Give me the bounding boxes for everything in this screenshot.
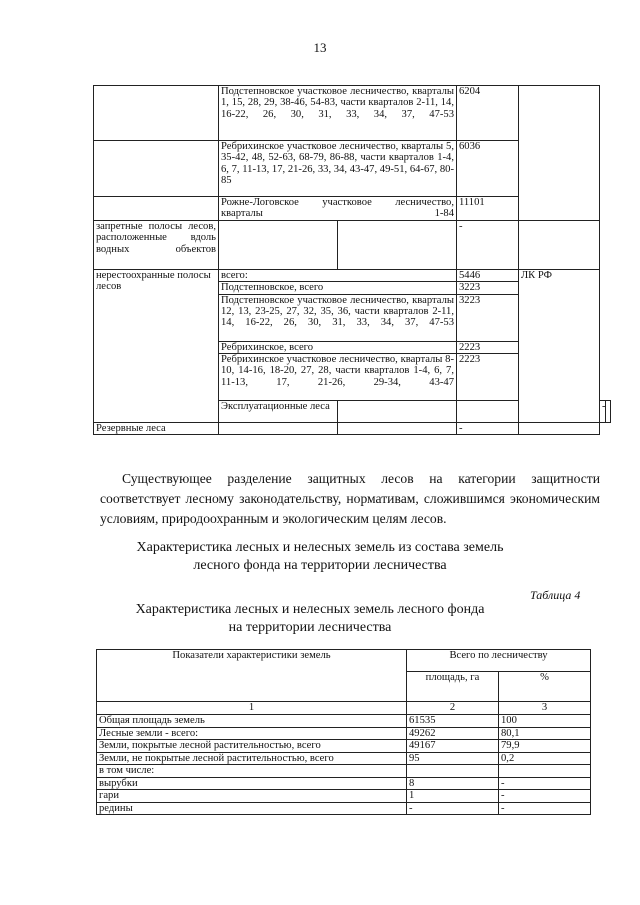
- page-number: 13: [313, 40, 327, 55]
- row-name: Лесные земли - всего:: [97, 727, 407, 740]
- row-name: Общая площадь земель: [97, 715, 407, 728]
- section-heading-line: Характеристика лесных и нелесных земель из состава земель: [136, 540, 504, 555]
- category-cell: нерестоохранные полосы лесов: [94, 269, 219, 422]
- land-characteristics-table: [96, 649, 591, 815]
- row-area: 8: [407, 777, 499, 790]
- row-name: гари: [97, 790, 407, 803]
- table-title-line: на территории лесничества: [228, 620, 392, 635]
- section-heading-line: лесного фонда на территории лесничества: [193, 558, 447, 573]
- table-row: [97, 715, 591, 728]
- description-cell: [219, 220, 338, 269]
- table-row: [97, 790, 591, 803]
- row-name: Земли, покрытые лесной растительностью, всего: [97, 740, 407, 753]
- section-heading: [80, 539, 560, 575]
- description-cell: Подстепновское, всего: [219, 282, 457, 294]
- description-cell: Ребрихинское, всего: [219, 341, 457, 353]
- table-label: Таблица 4: [530, 588, 581, 602]
- category-cell: запретные полосы лесов, расположенные вдоль водных объектов: [94, 220, 219, 269]
- description-cell: [219, 423, 338, 435]
- row-area: 49167: [407, 740, 499, 753]
- column-numbers-row: [97, 702, 591, 715]
- description-cell: [338, 401, 457, 423]
- area-cell: 3223: [457, 294, 519, 341]
- table-row: [94, 220, 611, 269]
- area-cell: 6204: [457, 86, 519, 141]
- header-percent: %: [499, 672, 591, 702]
- area-cell: 3223: [457, 282, 519, 294]
- table-row: [97, 777, 591, 790]
- category-cell: Эксплуатационные леса: [219, 401, 338, 423]
- description-cell: Ребрихинское участковое лесничество, кварталы 8-10, 14-16, 18-20, 27, 28, части кварталов 1-4, 6, 7, 11-13, 17, 21-26, 29-34, 43-47: [219, 354, 457, 401]
- row-percent: 100: [499, 715, 591, 728]
- table-row: [97, 752, 591, 765]
- empty-cell: [338, 423, 457, 435]
- document-cell: [519, 86, 600, 221]
- table-row: [97, 802, 591, 815]
- row-name: Земли, не покрытые лесной растительностью, всего: [97, 752, 407, 765]
- table-title: [110, 601, 510, 637]
- area-cell: -: [457, 220, 519, 269]
- area-cell: -: [457, 423, 519, 435]
- row-area: -: [407, 802, 499, 815]
- category-cell: Резервные леса: [94, 423, 219, 435]
- document-cell: ЛК РФ: [519, 269, 600, 422]
- row-area: 95: [407, 752, 499, 765]
- table-row: [94, 423, 611, 435]
- category-cell: [94, 141, 219, 197]
- protected-forests-table: [93, 85, 611, 435]
- category-cell: [94, 86, 219, 141]
- category-cell: [94, 197, 219, 221]
- empty-cell: [338, 220, 457, 269]
- table-row: [94, 86, 611, 141]
- table-row: [97, 765, 591, 778]
- column-number: 1: [97, 702, 407, 715]
- table-row: [97, 727, 591, 740]
- row-percent: -: [499, 790, 591, 803]
- header-indicators: Показатели характеристики земель: [97, 650, 407, 702]
- body-paragraph: [100, 469, 600, 529]
- area-cell: 11101: [457, 197, 519, 221]
- row-percent: -: [499, 777, 591, 790]
- row-percent: 0,2: [499, 752, 591, 765]
- table-header-row: [97, 650, 591, 672]
- row-percent: 79,9: [499, 740, 591, 753]
- area-cell: 6036: [457, 141, 519, 197]
- description-cell: всего:: [219, 269, 457, 281]
- row-name: в том числе:: [97, 765, 407, 778]
- area-cell: -: [600, 401, 606, 423]
- empty-cell: [457, 401, 519, 423]
- area-cell: 2223: [457, 341, 519, 353]
- table-row: [94, 269, 611, 281]
- table-row: [97, 740, 591, 753]
- row-percent: -: [499, 802, 591, 815]
- row-area: [407, 765, 499, 778]
- description-cell: Рожне-Логовское участковое лесничество, кварталы 1-84: [219, 197, 457, 221]
- row-area: 1: [407, 790, 499, 803]
- description-cell: Подстепновское участковое лесничество, кварталы 12, 13, 23-25, 27, 32, 35, 36, части кварталов 2-11, 14, 16-22, 26, 30, 31, 33, 34, 37, 47-53: [219, 294, 457, 341]
- description-cell: Ребрихинское участковое лесничество, кварталы 5, 35-42, 48, 52-63, 68-79, 86-88, части кварталов 1-4, 6, 7, 11-13, 17, 21-26, 33, 34, 43-47, 49-51, 64-67, 80-85: [219, 141, 457, 197]
- column-number: 2: [407, 702, 499, 715]
- row-name: редины: [97, 802, 407, 815]
- header-total: Всего по лесничеству: [407, 650, 591, 672]
- column-number: 3: [499, 702, 591, 715]
- row-area: 61535: [407, 715, 499, 728]
- table-title-line: Характеристика лесных и нелесных земель лесного фонда: [135, 602, 485, 617]
- area-cell: 5446: [457, 269, 519, 281]
- document-cell: [519, 220, 600, 269]
- paragraph-text: Существующее разделение защитных лесов на категории защитности соответствует лесному законодательству, нормативам, сложившимся экономическим условиям, природоохранным и экологическим целям лесов.: [100, 471, 600, 526]
- row-percent: [499, 765, 591, 778]
- document-cell: [519, 423, 600, 435]
- row-percent: 80,1: [499, 727, 591, 740]
- header-area: площадь, га: [407, 672, 499, 702]
- description-cell: Подстепновское участковое лесничество, кварталы 1, 15, 28, 29, 38-46, 54-83, части кварталов 2-11, 14, 16-22, 26, 30, 31, 33, 34, 37, 47-53: [219, 86, 457, 141]
- row-name: вырубки: [97, 777, 407, 790]
- row-area: 49262: [407, 727, 499, 740]
- area-cell: 2223: [457, 354, 519, 401]
